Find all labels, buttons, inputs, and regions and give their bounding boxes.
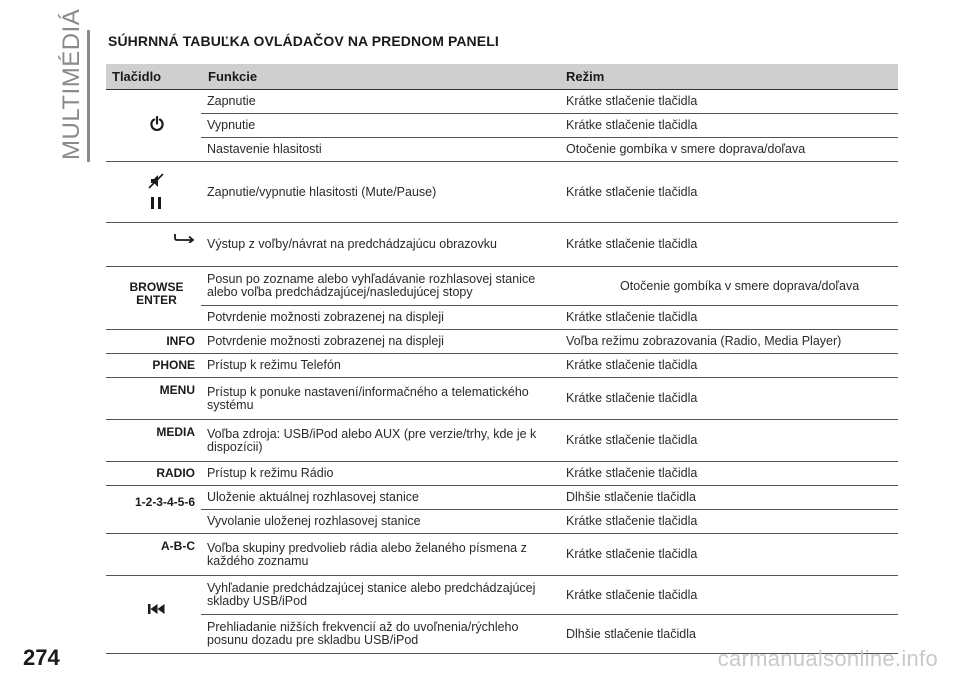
function-cell: Zapnutie — [201, 90, 560, 114]
preset-buttons-cell: 1-2-3-4-5-6 — [106, 486, 201, 534]
function-cell: Potvrdenie možnosti zobrazenej na displeji — [201, 306, 560, 330]
skip-previous-icon — [148, 604, 166, 617]
function-cell: Nastavenie hlasitosti — [201, 138, 560, 162]
mode-cell: Krátke stlačenie tlačidla — [560, 162, 898, 223]
mode-cell: Dlhšie stlačenie tlačidla — [560, 486, 898, 510]
mode-cell: Krátke stlačenie tlačidla — [560, 114, 898, 138]
section-side-tab — [54, 8, 94, 162]
section-tab-rule — [87, 30, 90, 162]
table-row — [106, 306, 898, 330]
mode-cell: Voľba režimu zobrazovania (Radio, Media Player) — [560, 330, 898, 354]
mute-pause-button-cell — [106, 162, 201, 223]
mode-cell: Krátke stlačenie tlačidla — [560, 420, 898, 462]
controls-summary-table — [106, 64, 898, 654]
info-button-cell: INFO — [106, 330, 201, 354]
function-cell: Posun po zozname alebo vyhľadávanie rozhlasovej stanice alebo voľba predchádzajúcej/nasledujúcej stopy — [201, 267, 560, 306]
function-cell: Prehliadanie nižších frekvencií až do uvoľnenia/rýchleho posunu dozadu pre skladbu USB/iPod — [201, 615, 560, 654]
page-number: 274 — [23, 645, 60, 670]
table-row — [106, 378, 898, 420]
table-row — [106, 486, 898, 510]
function-cell: Uloženie aktuálnej rozhlasovej stanice — [201, 486, 560, 510]
browse-enter-button-cell: BROWSE ENTER — [106, 267, 201, 330]
table-row — [106, 223, 898, 267]
function-cell: Vypnutie — [201, 114, 560, 138]
table-row — [106, 330, 898, 354]
mode-cell: Krátke stlačenie tlačidla — [560, 534, 898, 576]
mode-cell: Krátke stlačenie tlačidla — [560, 354, 898, 378]
table-row — [106, 114, 898, 138]
skip-previous-button-cell — [106, 576, 201, 654]
function-cell: Potvrdenie možnosti zobrazenej na displeji — [201, 330, 560, 354]
table-row — [106, 267, 898, 306]
function-cell: Výstup z voľby/návrat na predchádzajúcu obrazovku — [201, 223, 560, 267]
mode-cell: Krátke stlačenie tlačidla — [560, 378, 898, 420]
back-button-cell — [106, 223, 201, 267]
mode-cell: Krátke stlačenie tlačidla — [560, 576, 898, 615]
function-cell: Vyhľadanie predchádzajúcej stanice alebo predchádzajúcej skladby USB/iPod — [201, 576, 560, 615]
header-mode: Režim — [560, 64, 898, 90]
media-button-cell: MEDIA — [106, 420, 201, 462]
header-function: Funkcie — [201, 64, 560, 90]
table-row — [106, 420, 898, 462]
power-icon — [149, 116, 165, 135]
watermark: carmanualsonline.info — [717, 646, 938, 671]
mode-cell: Otočenie gombíka v smere doprava/doľava — [560, 267, 898, 306]
mode-cell: Krátke stlačenie tlačidla — [560, 223, 898, 267]
page-title: SÚHRNNÁ TABUĽKA OVLÁDAČOV NA PREDNOM PANELI — [108, 33, 499, 49]
phone-button-cell: PHONE — [106, 354, 201, 378]
table-row — [106, 90, 898, 114]
menu-button-cell: MENU — [106, 378, 201, 420]
function-cell: Prístup k režimu Rádio — [201, 462, 560, 486]
function-cell: Prístup k ponuke nastavení/informačného a telematického systému — [201, 378, 560, 420]
header-button: Tlačidlo — [106, 64, 201, 90]
function-cell: Voľba zdroja: USB/iPod alebo AUX (pre verzie/trhy, kde je k dispozícii) — [201, 420, 560, 462]
function-cell: Prístup k režimu Telefón — [201, 354, 560, 378]
function-cell: Zapnutie/vypnutie hlasitosti (Mute/Pause) — [201, 162, 560, 223]
mode-cell: Krátke stlačenie tlačidla — [560, 510, 898, 534]
table-row — [106, 354, 898, 378]
table-row — [106, 510, 898, 534]
table-row — [106, 462, 898, 486]
power-button-cell — [106, 90, 201, 162]
radio-button-cell: RADIO — [106, 462, 201, 486]
mode-cell: Krátke stlačenie tlačidla — [560, 462, 898, 486]
back-icon — [173, 231, 195, 246]
table-row — [106, 576, 898, 615]
mute-pause-icon — [146, 171, 168, 214]
mode-cell: Dlhšie stlačenie tlačidla — [560, 615, 898, 654]
abc-button-cell: A-B-C — [106, 534, 201, 576]
mode-cell: Krátke stlačenie tlačidla — [560, 306, 898, 330]
section-tab-label: MULTIMÉDIÁ — [58, 8, 85, 160]
function-cell: Vyvolanie uloženej rozhlasovej stanice — [201, 510, 560, 534]
mode-cell: Otočenie gombíka v smere doprava/doľava — [560, 138, 898, 162]
function-cell: Voľba skupiny predvolieb rádia alebo želaného písmena z každého zoznamu — [201, 534, 560, 576]
table-row — [106, 534, 898, 576]
mode-cell: Krátke stlačenie tlačidla — [560, 90, 898, 114]
table-row — [106, 138, 898, 162]
table-header-row — [106, 64, 898, 90]
table-row — [106, 162, 898, 223]
